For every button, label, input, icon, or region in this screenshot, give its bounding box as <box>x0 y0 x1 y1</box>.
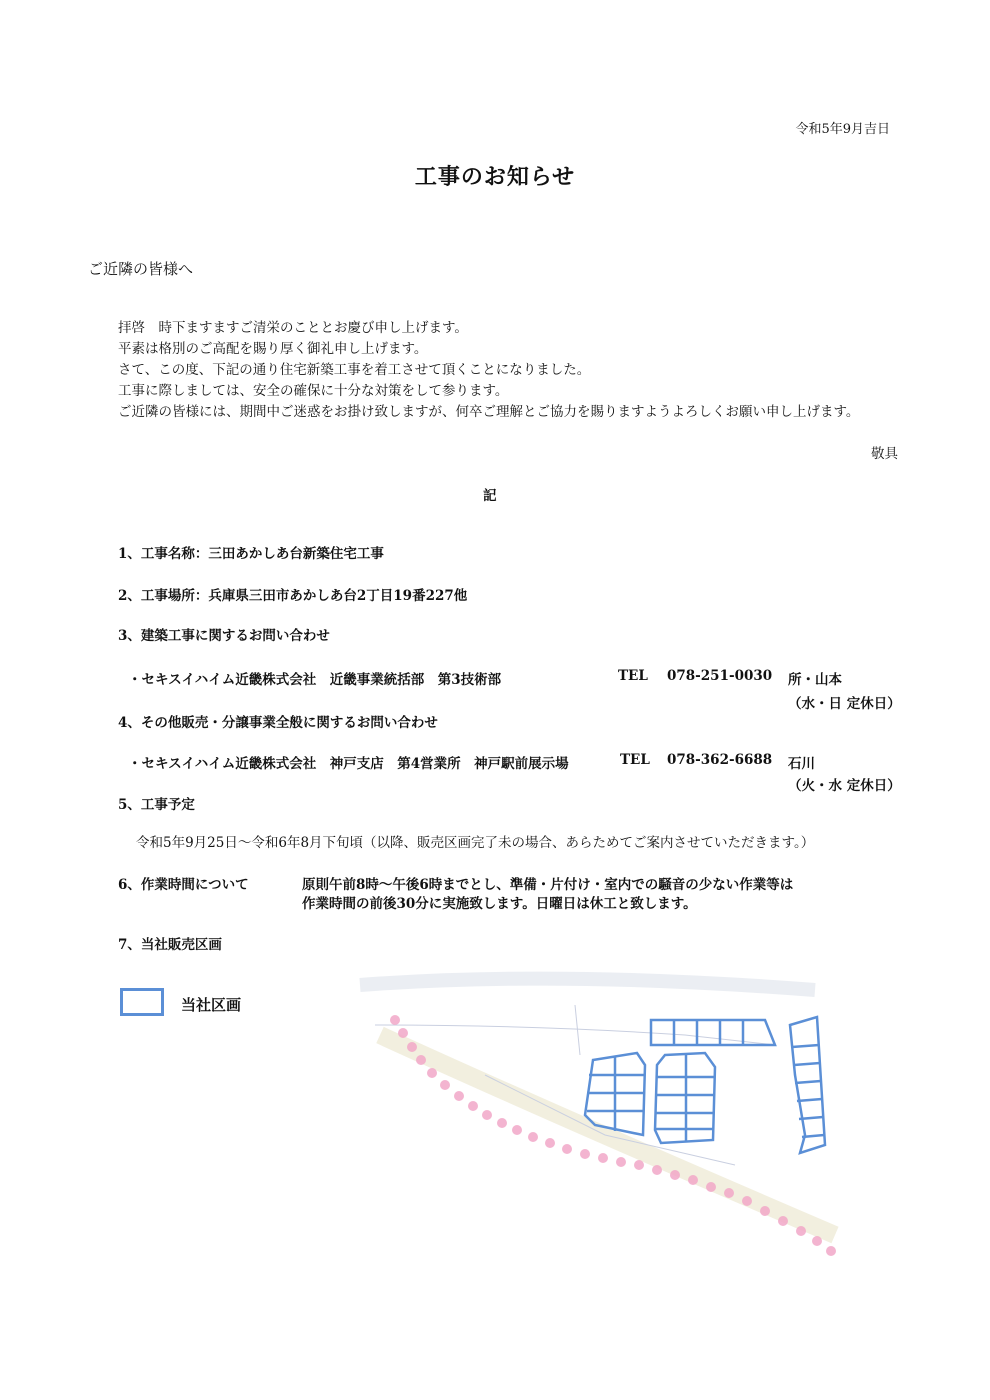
contact2-holiday: （火・水 定休日） <box>788 778 901 794</box>
contact1-tel: 078-251-0030 <box>667 668 773 684</box>
item-project-name: 1、工事名称：三田あかしあ台新築住宅工事 <box>118 546 384 562</box>
legend-label: 当社区画 <box>181 996 242 1014</box>
notice-date: 令和5年9月吉日 <box>795 122 890 137</box>
greeting: ご近隣の皆様へ <box>88 260 194 278</box>
item-project-location: 2、工事場所：兵庫県三田市あかしあ台2丁目19番227他 <box>118 588 468 604</box>
item-construction-inquiry: 3、建築工事に関するお問い合わせ <box>118 628 330 644</box>
hours-line-2: 作業時間の前後30分に実施致します。日曜日は休工と致します。 <box>302 896 697 912</box>
contact2-tel-label: TEL <box>620 752 650 768</box>
hours-line-1: 原則午前8時～午後6時までとし、準備・片付け・室内での騒音の少ない作業等は <box>302 877 794 893</box>
site-map <box>355 965 875 1265</box>
contact2-company: ・セキスイハイム近畿株式会社 神戸支店 第4営業所 神戸駅前展示場 <box>128 756 569 772</box>
closing: 敬具 <box>871 446 898 462</box>
item-work-hours: 6、作業時間について <box>118 877 249 893</box>
body-line: 平素は格別のご高配を賜り厚く御礼申し上げます。 <box>118 341 428 357</box>
schedule-text: 令和5年9月25日～令和6年8月下旬頃（以降、販売区画完了未の場合、あらためてご案内させていただきます。） <box>136 835 815 851</box>
body-line: 拝啓 時下ますますご清栄のこととお慶び申し上げます。 <box>118 320 468 336</box>
contact1-person: 所・山本 <box>788 672 842 688</box>
legend-box-icon <box>120 988 164 1016</box>
body-line: 工事に際しましては、安全の確保に十分な対策をして参ります。 <box>118 383 509 399</box>
contact1-holiday: （水・日 定休日） <box>788 696 901 712</box>
item-sales-inquiry: 4、その他販売・分譲事業全般に関するお問い合わせ <box>118 715 438 731</box>
ki-heading: 記 <box>483 488 497 504</box>
map-background <box>360 979 835 1235</box>
page-title: 工事のお知らせ <box>414 164 576 190</box>
item-schedule: 5、工事予定 <box>118 797 195 813</box>
contact2-tel: 078-362-6688 <box>667 752 773 768</box>
body-line: ご近隣の皆様には、期間中ご迷惑をお掛け致しますが、何卒ご理解とご協力を賜りますようよろしくお願い申し上げます。 <box>118 404 860 420</box>
item-sales-lots: 7、当社販売区画 <box>118 937 222 953</box>
contact2-person: 石川 <box>788 756 815 772</box>
contact1-company: ・セキスイハイム近畿株式会社 近畿事業統括部 第3技術部 <box>128 672 502 688</box>
body-paragraph <box>118 318 859 423</box>
contact1-tel-label: TEL <box>618 668 648 684</box>
body-line: さて、この度、下記の通り住宅新築工事を着工させて頂くことになりました。 <box>118 362 591 378</box>
